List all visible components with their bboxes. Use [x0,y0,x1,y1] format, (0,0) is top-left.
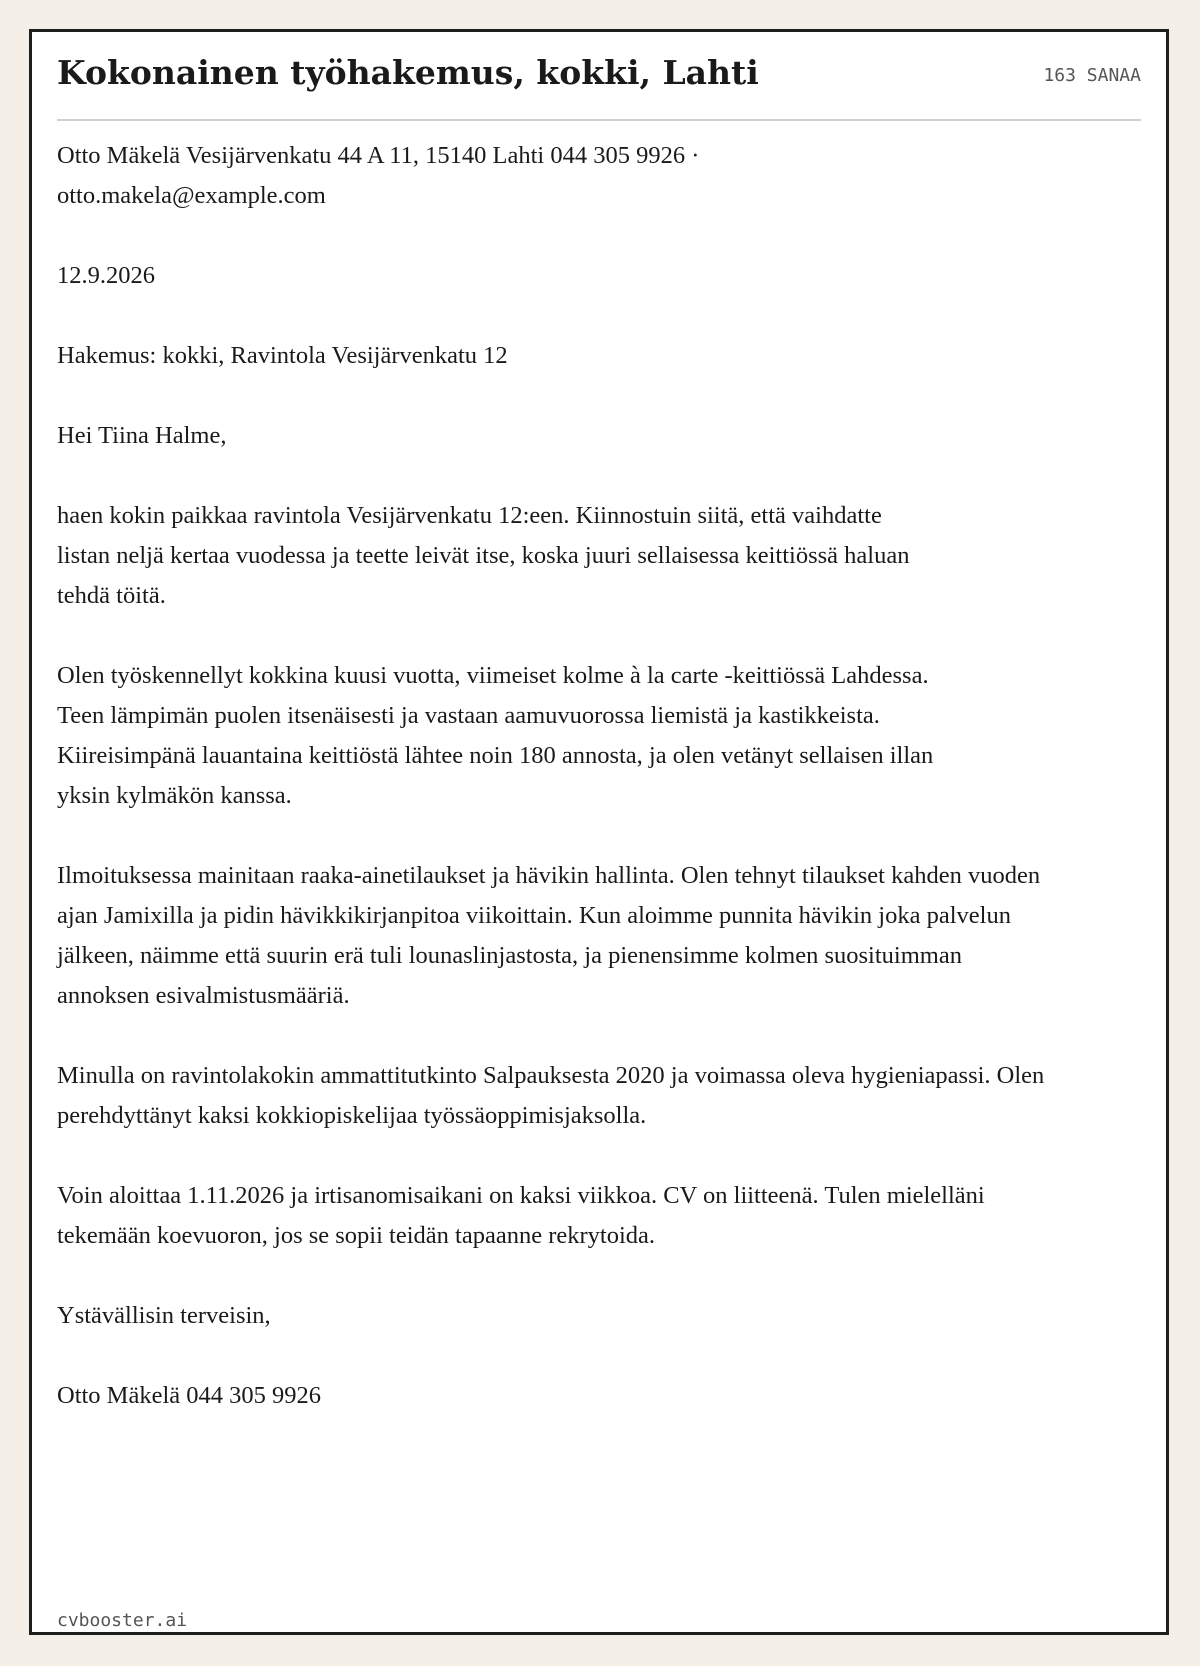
letter-body [57,136,1057,1416]
page-title: Kokonainen työhakemus, kokki, Lahti [57,53,759,92]
application-letter-card [29,29,1169,1635]
paragraph-qualifications: Minulla on ravintolakokin ammattitutkinto Salpauksesta 2020 ja voimassa oleva hygieniapassi. Olen perehdyttänyt kaksi kokkiopiskelijaa työssäoppimisjaksolla. [57,1062,1045,1129]
paragraph-experience: Olen työskennellyt kokkina kuusi vuotta, viimeiset kolme à la carte -keittiössä Lahdessa. Teen lämpimän puolen itsenäisesti ja vastaan aamuvuorossa liemistä ja kastikkeista. Kiireisimpänä lauantaina keittiöstä lähtee noin 180 annosta, ja olen vetänyt sellaisen illan yksin kylmäkön kanssa. [57,662,934,809]
letter-closing: Ystävällisin terveisin, [57,1302,271,1329]
letter-header [57,32,1141,121]
footer-brand: cvbooster.ai [57,1610,188,1631]
letter-date: 12.9.2026 [57,262,155,289]
sender-contact-line: Otto Mäkelä Vesijärvenkatu 44 A 11, 15140 Lahti 044 305 9926 · otto.makela@example.com [57,142,700,209]
word-count-badge: 163 SANAA [1043,65,1141,86]
paragraph-ordering-waste: Ilmoituksessa mainitaan raaka-ainetilaukset ja hävikin hallinta. Olen tehnyt tilaukset kahden vuoden ajan Jamixilla ja pidin hävikkikirjanpitoa viikoittain. Kun aloimme punnita hävikin joka palvelun jälkeen, näimme että suurin erä tuli lounaslinjastosta, ja pienensimme kolmen suosituimman annoksen esivalmistusmääriä. [57,862,1041,1009]
letter-subject: Hakemus: kokki, Ravintola Vesijärvenkatu 12 [57,342,508,369]
paragraph-motivation: haen kokin paikkaa ravintola Vesijärvenkatu 12:een. Kiinnostuin siitä, että vaihdatte listan neljä kertaa vuodessa ja teette leivät itse, koska juuri sellaisessa keittiössä haluan tehdä töitä. [57,502,910,609]
paragraph-availability: Voin aloittaa 1.11.2026 ja irtisanomisaikani on kaksi viikkoa. CV on liitteenä. Tulen mielelläni tekemään koevuoron, jos se sopii teidän tapaanne rekrytoida. [57,1182,985,1249]
letter-signature: Otto Mäkelä 044 305 9926 [57,1382,322,1409]
letter-greeting: Hei Tiina Halme, [57,422,227,449]
